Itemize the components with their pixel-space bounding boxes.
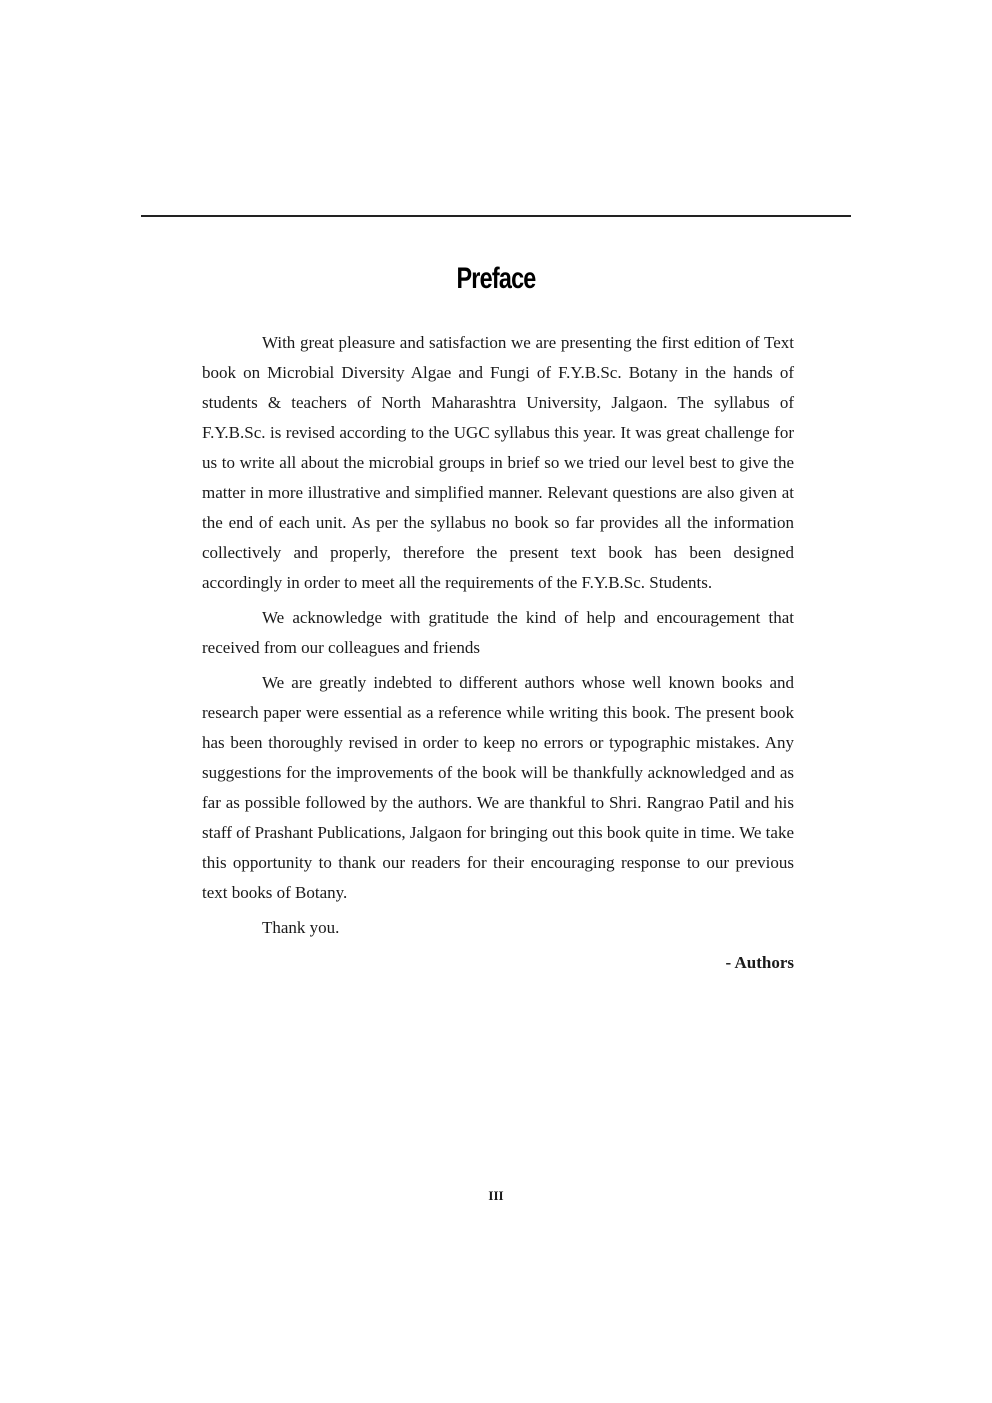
signature: - Authors: [725, 953, 794, 972]
header-rule: [141, 215, 851, 217]
closing-text: Thank you.: [262, 918, 340, 937]
paragraph-indebted: We are greatly indebted to different authors whose well known books and research paper were essential as a reference while writing this book. The present book has been thoroughly revised in order to keep no errors or typographic mistakes. Any suggestions for the improvements of the book will be thankfully acknowledged and as far as possible followed by the authors. We are thankful to Shri. Rangrao Patil and his staff of Prashant Publications, Jalgaon for bringing out this book quite in time. We take this opportunity to thank our readers for their encouraging response to our previous text books of Botany.: [202, 673, 794, 902]
preface-body: [202, 328, 794, 978]
paragraph-acknowledgement: We acknowledge with gratitude the kind of help and encouragement that received from our colleagues and friends: [202, 608, 794, 657]
page-number: III: [488, 1188, 504, 1203]
paragraph-intro: With great pleasure and satisfaction we are presenting the first edition of Text book on Microbial Diversity Algae and Fungi of F.Y.B.Sc. Botany in the hands of students & teachers of North Maharashtra University, Jalgaon. The syllabus of F.Y.B.Sc. is revised according to the UGC syllabus this year. It was great challenge for us to write all about the microbial groups in brief so we tried our level best to give the matter in more illustrative and simplified manner. Relevant questions are also given at the end of each unit. As per the syllabus no book so far provides all the information collectively and properly, therefore the present text book has been designed accordingly in order to meet all the requirements of the F.Y.B.Sc. Students.: [202, 333, 794, 592]
page-title: Preface: [456, 262, 536, 295]
